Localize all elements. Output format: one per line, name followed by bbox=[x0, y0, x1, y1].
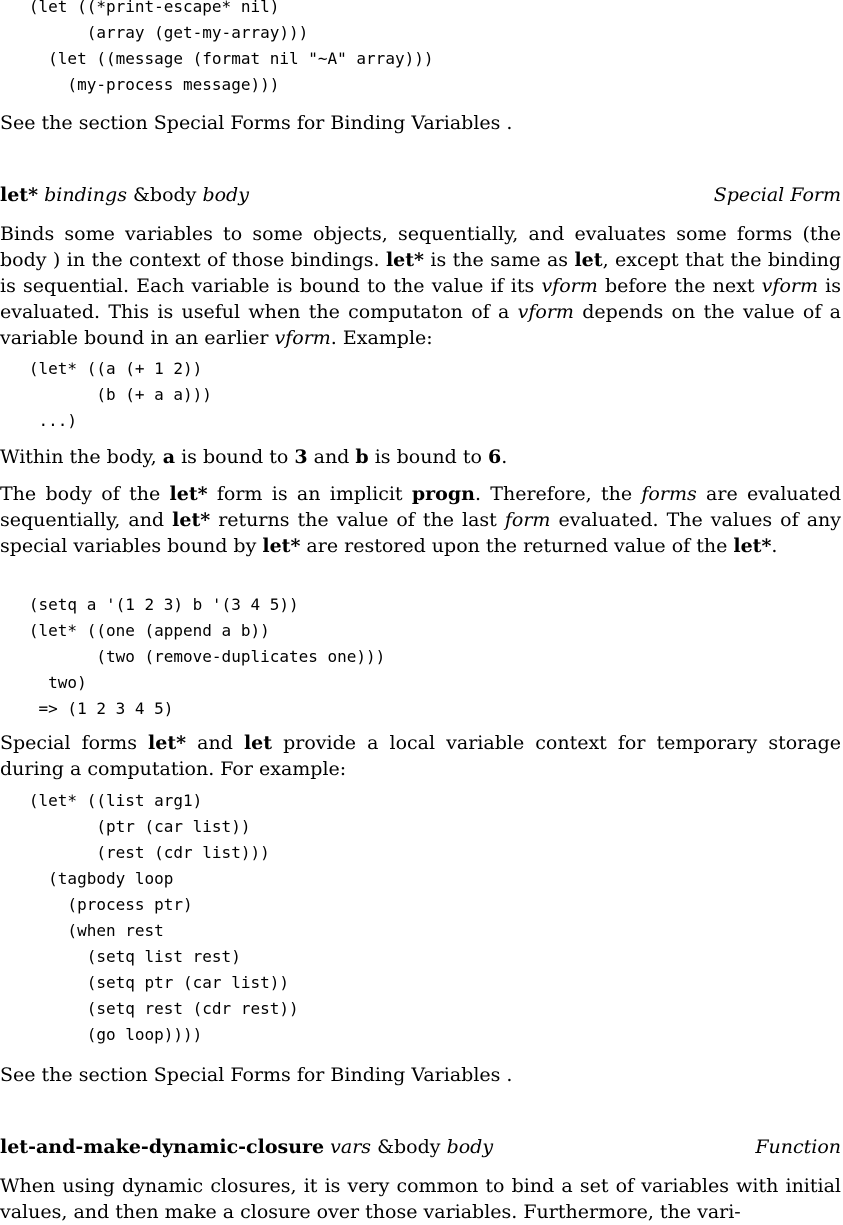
paragraph bbox=[0, 444, 841, 470]
code-line: (my-process message))) bbox=[0, 75, 280, 94]
code-line: (tagbody loop bbox=[0, 869, 174, 888]
code-line: (let* ((a (+ 1 2)) bbox=[0, 359, 203, 378]
code-line: (setq list rest) bbox=[0, 947, 241, 966]
text: . bbox=[771, 535, 778, 557]
entry-arg: bindings bbox=[44, 184, 127, 206]
bold-term: let bbox=[243, 732, 273, 754]
italic-term: vform bbox=[517, 301, 574, 323]
paragraph: When using dynamic closures, it is very common to bind a set of variables with initial values, and then make a closure over those variables. Furthermore, the vari- bbox=[0, 1175, 841, 1223]
text: evaluated. The values of any special variables bound by bbox=[0, 509, 841, 557]
code-line: (array (get-my-array))) bbox=[0, 23, 309, 42]
text: is bound to bbox=[368, 446, 488, 468]
bold-term: let* bbox=[262, 535, 301, 557]
bold-term: let* bbox=[148, 732, 187, 754]
entry-keyword: &body bbox=[371, 1136, 447, 1158]
text: is bound to bbox=[175, 446, 295, 468]
see-section-link[interactable]: See the section Special Forms for Binding Variables . bbox=[0, 1064, 513, 1086]
italic-term: vform bbox=[274, 327, 331, 349]
entry-arg: vars bbox=[324, 1136, 372, 1158]
code-line: (let* ((one (append a b)) bbox=[0, 621, 270, 640]
code-line: (rest (cdr list))) bbox=[0, 843, 270, 862]
text: Within the body, bbox=[0, 446, 163, 468]
code-line: (two (remove-duplicates one))) bbox=[0, 647, 386, 666]
paragraph bbox=[0, 730, 841, 782]
bold-term: progn bbox=[411, 483, 475, 505]
code-line: => (1 2 3 4 5) bbox=[0, 699, 174, 718]
bold-term: let* bbox=[172, 509, 211, 531]
code-line: (when rest bbox=[0, 921, 164, 940]
bold-term: a bbox=[162, 446, 176, 468]
bold-term: b bbox=[355, 446, 369, 468]
code-line: (process ptr) bbox=[0, 895, 193, 914]
text: form is an implicit bbox=[207, 483, 412, 505]
code-line: (ptr (car list)) bbox=[0, 817, 251, 836]
text: and bbox=[186, 732, 244, 754]
entry-name: let-and-make-dynamic-closure bbox=[0, 1136, 325, 1158]
entry-name: let* bbox=[0, 184, 39, 206]
italic-term: form bbox=[504, 509, 551, 531]
italic-term: vform bbox=[541, 275, 598, 297]
code-line: (b (+ a a))) bbox=[0, 385, 212, 404]
entry-keyword: &body bbox=[126, 184, 203, 206]
bold-term: let* bbox=[385, 249, 424, 271]
code-line: (setq ptr (car list)) bbox=[0, 973, 289, 992]
text: . Therefore, the bbox=[474, 483, 642, 505]
code-line: (go loop)))) bbox=[0, 1025, 203, 1044]
entry-arg: body bbox=[202, 184, 249, 206]
text: returns the value of the last bbox=[210, 509, 505, 531]
text: Binds some variables to some objects, sequentially, and evaluates some forms (the body ) in the context of those bindings. bbox=[0, 223, 841, 271]
code-line: (let ((message (format nil "~A" array))) bbox=[0, 49, 434, 68]
text: . Example: bbox=[330, 327, 433, 349]
bold-term: 6 bbox=[488, 446, 502, 468]
bold-term: let* bbox=[733, 535, 772, 557]
bold-term: let* bbox=[169, 483, 208, 505]
entry-signature bbox=[0, 182, 249, 208]
entry-header-let-and-make-dynamic-closure bbox=[0, 1134, 841, 1160]
see-section-link[interactable]: See the section Special Forms for Binding Variables . bbox=[0, 112, 513, 134]
entry-kind: Function bbox=[755, 1136, 841, 1158]
paragraph bbox=[0, 221, 841, 351]
text: and bbox=[307, 446, 356, 468]
text: before the next bbox=[597, 275, 762, 297]
text: , except that the binding is sequential. Each variable is bound to the value if its bbox=[0, 249, 842, 297]
code-line: (let ((*print-escape* nil) bbox=[0, 0, 280, 16]
text: . bbox=[501, 446, 508, 468]
code-line: two) bbox=[0, 673, 87, 692]
text: is evaluated. This is useful when the computaton of a bbox=[0, 275, 841, 323]
text: are evaluated sequentially, and bbox=[0, 483, 841, 531]
entry-signature bbox=[0, 1134, 493, 1160]
bold-term: 3 bbox=[294, 446, 308, 468]
entry-kind: Special Form bbox=[713, 184, 841, 206]
text: is the same as bbox=[423, 249, 575, 271]
entry-arg: body bbox=[446, 1136, 494, 1158]
text: The body of the bbox=[0, 483, 170, 505]
italic-term: forms bbox=[641, 483, 697, 505]
text: depends on the value of a variable bound in an earlier bbox=[0, 301, 841, 349]
code-line: (setq a '(1 2 3) b '(3 4 5)) bbox=[0, 595, 299, 614]
code-line: (setq rest (cdr rest)) bbox=[0, 999, 299, 1018]
text: provide a local variable context for temporary storage during a computation. For example: bbox=[0, 732, 841, 780]
text: Special forms bbox=[0, 732, 149, 754]
code-line: ...) bbox=[0, 411, 78, 430]
bold-term: let bbox=[574, 249, 603, 271]
entry-header-let-star bbox=[0, 182, 841, 208]
code-line: (let* ((list arg1) bbox=[0, 791, 203, 810]
italic-term: vform bbox=[761, 275, 818, 297]
text: are restored upon the returned value of the bbox=[300, 535, 734, 557]
paragraph bbox=[0, 481, 841, 559]
